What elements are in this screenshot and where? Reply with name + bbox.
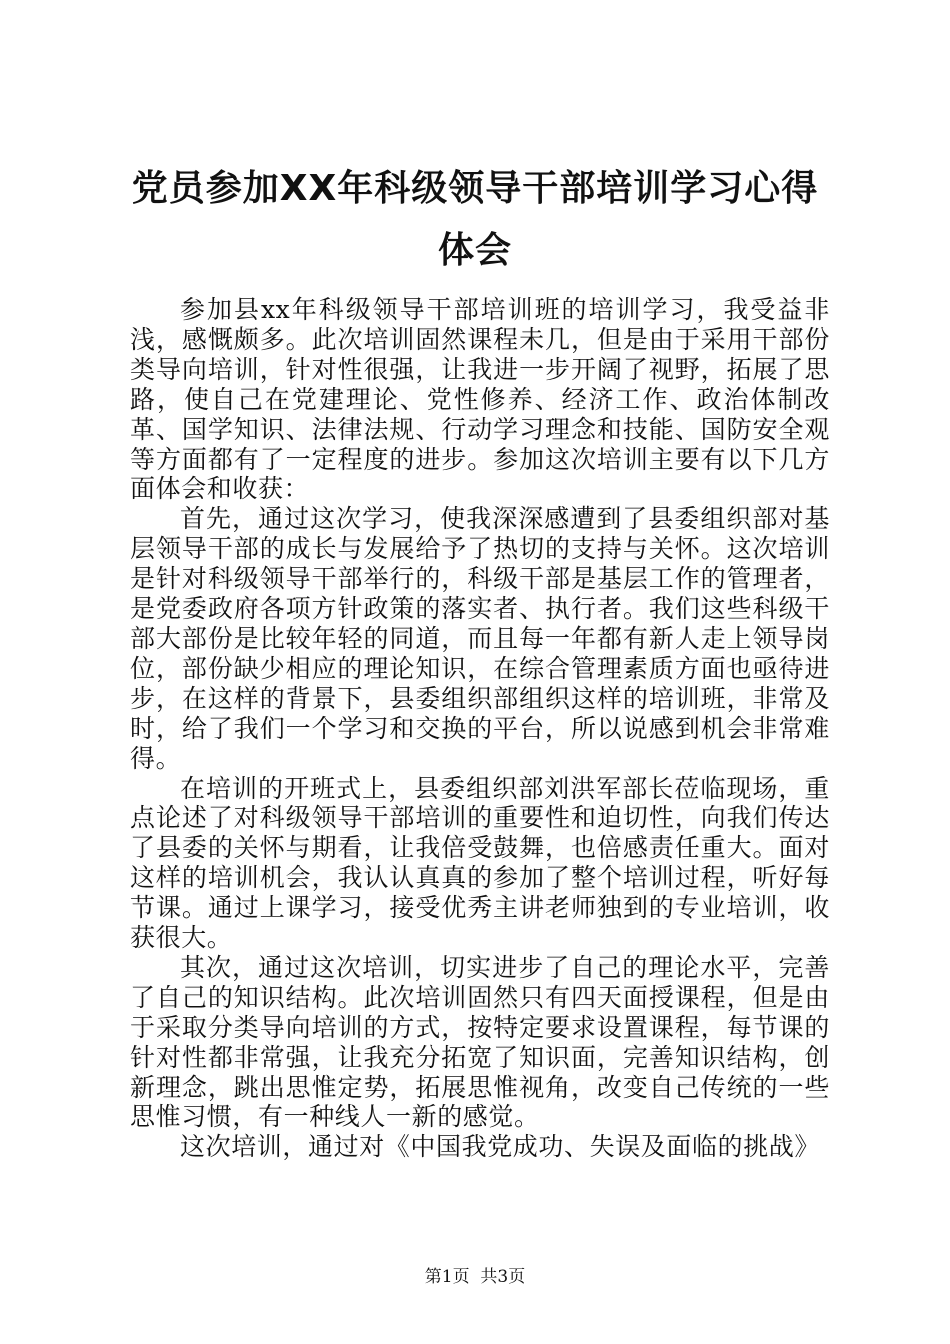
page-total: 共3页 bbox=[480, 1267, 526, 1287]
page-number: 第1页 bbox=[424, 1267, 470, 1287]
footer-separator bbox=[470, 1267, 481, 1287]
paragraph-3: 在培训的开班式上，县委组织部刘洪军部长莅临现场，重点论述了对科级领导干部培训的重要性和迫切性，向我们传达了县委的关怀与期看，让我倍受鼓舞，也倍感责任重大。面对这样的培训机会，我认认真真的参加了整个培训过程，听好每节课。通过上课学习，接受优秀主讲老师独到的专业培训，收获很大。 bbox=[130, 773, 830, 953]
document-title: 党员参加XX年科级领导干部培训学习心得体会 bbox=[131, 168, 819, 271]
paragraph-1: 参加县xx年科级领导干部培训班的培训学习，我受益非浅，感慨颇多。此次培训固然课程未几，但是由于采用干部份类导向培训，针对性很强，让我进一步开阔了视野，拓展了思路，使自己在党建理论、党性修养、经济工作、政治体制改革、国学知识、法律法规、行动学习理念和技能、国防安全观等方面都有了一定程度的进步。参加这次培训主要有以下几方面体会和收获： bbox=[130, 295, 830, 504]
paragraph-5: 这次培训，通过对《中国我党成功、失误及面临的挑战》 bbox=[180, 1132, 821, 1162]
page-footer bbox=[0, 1266, 950, 1288]
document-body bbox=[130, 295, 830, 1162]
paragraph-4: 其次，通过这次培训，切实进步了自己的理论水平，完善了自己的知识结构。此次培训固然只有四天面授课程，但是由于采取分类导向培训的方式，按特定要求设置课程，每节课的针对性都非常强，让我充分拓宽了知识面，完善知识结构，创新理念，跳出思惟定势，拓展思惟视角，改变自己传统的一些思惟习惯，有一种线人一新的感觉。 bbox=[130, 952, 830, 1132]
paragraph-2: 首先，通过这次学习，使我深深感遭到了县委组织部对基层领导干部的成长与发展给予了热切的支持与关怀。这次培训是针对科级领导干部举行的，科级干部是基层工作的管理者，是党委政府各项方针政策的落实者、执行者。我们这些科级干部大部份是比较年轻的同道，而且每一年都有新人走上领导岗位，部份缺少相应的理论知识，在综合管理素质方面也亟待进步，在这样的背景下，县委组织部组织这样的培训班，非常及时，给了我们一个学习和交换的平台，所以说感到机会非常难得。 bbox=[130, 504, 830, 773]
